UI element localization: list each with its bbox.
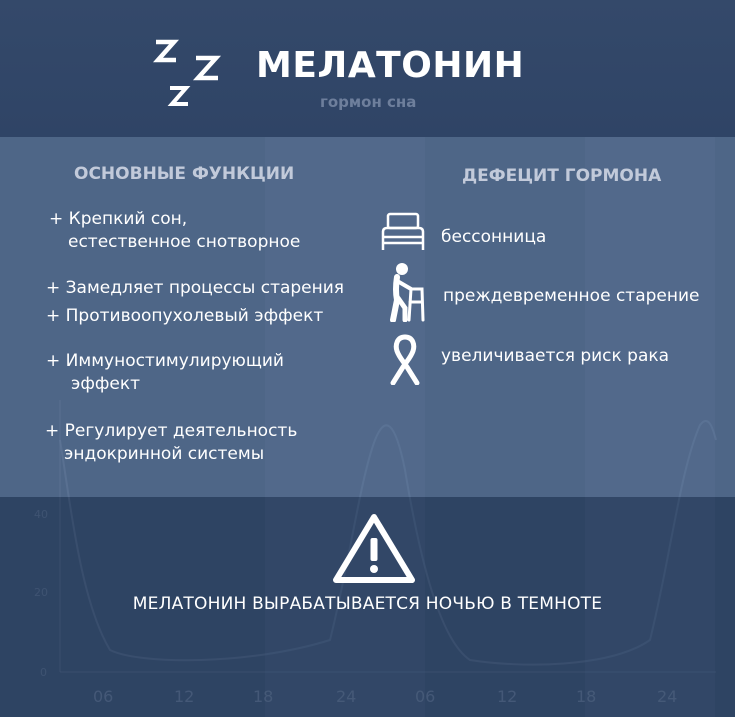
function-item-line: + Крепкий сон, [49,209,188,229]
zzz-sleep-icon [152,36,226,110]
deficit-label: преждевременное старение [443,286,700,306]
function-item-line: эффект [71,374,141,394]
function-item [49,208,300,254]
function-item-line: + Замедляет процессы старения [46,278,345,298]
function-item-line: + Иммуностимулирующий [46,351,284,371]
elderly-walker-icon [385,262,427,322]
function-item-line: + Регулирует деятельность [45,421,298,441]
warning-triangle-icon [332,512,416,584]
deficit-label: бессонница [441,227,547,247]
function-item [46,277,344,300]
deficit-label: увеличивается риск рака [441,346,670,366]
notice-text: МЕЛАТОНИН ВЫРАБАТЫВАЕТСЯ НОЧЬЮ В ТЕМНОТЕ [132,594,603,614]
page-subtitle: гормон сна [320,93,417,111]
function-item [46,350,284,396]
function-item-line: естественное снотворное [68,232,301,252]
cancer-ribbon-icon [387,333,423,385]
function-item [45,420,297,466]
bed-icon [380,210,426,256]
page-title: МЕЛАТОНИН [256,45,525,86]
functions-heading: ОСНОВНЫЕ ФУНКЦИИ [74,164,295,184]
function-item-line: + Противоопухолевый эффект [46,306,324,326]
function-item-line: эндокринной системы [64,444,265,464]
function-item [46,305,323,328]
deficit-heading: ДЕФЕЦИТ ГОРМОНА [462,166,662,186]
